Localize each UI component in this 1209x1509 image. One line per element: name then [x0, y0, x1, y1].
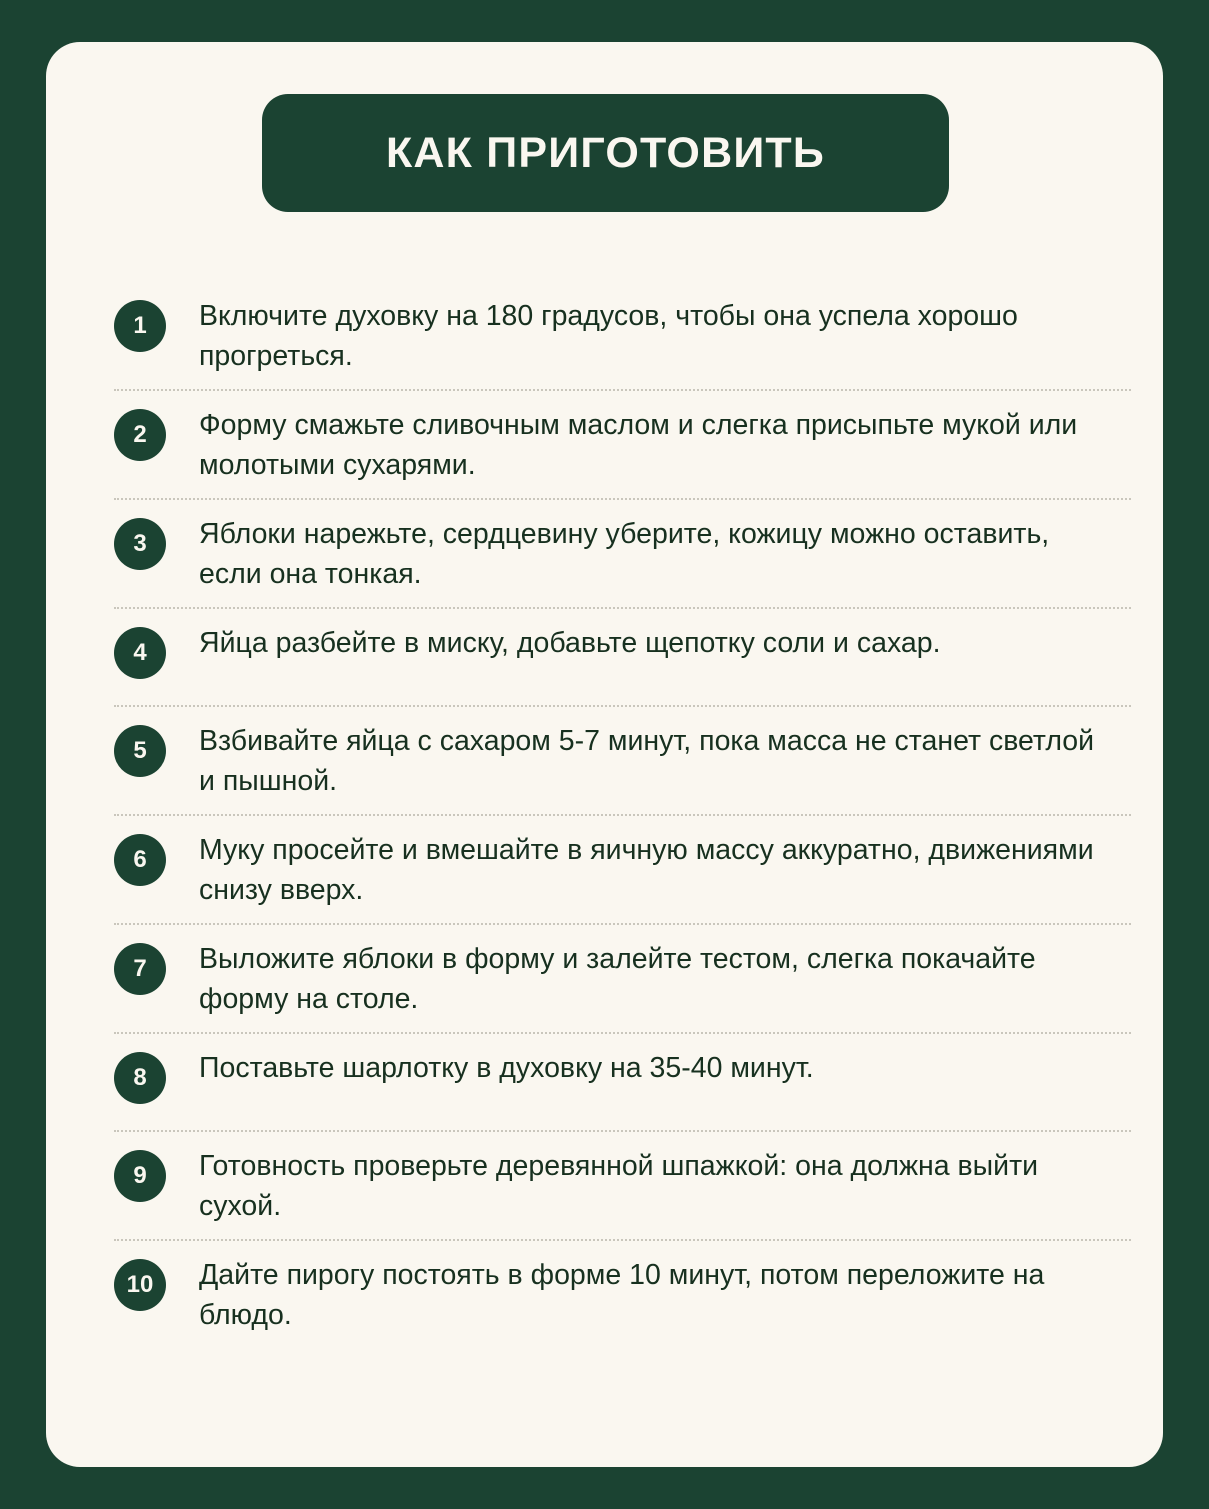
step-text: Муку просейте и вмешайте в яичную массу аккуратно, движениями снизу вверх.: [199, 833, 1094, 907]
step-number-badge: 7: [114, 943, 166, 995]
step-number-badge: 3: [114, 518, 166, 570]
step-text: Взбивайте яйца с сахаром 5-7 минут, пока масса не станет светлой и пышной.: [199, 724, 1095, 798]
list-item: [114, 498, 1131, 607]
step-text: Поставьте шарлотку в духовку на 35-40 минут.: [199, 1051, 814, 1084]
step-number-badge: 5: [114, 725, 166, 777]
step-number-badge: 9: [114, 1150, 166, 1202]
step-number-badge: 4: [114, 627, 166, 679]
step-number-badge: 8: [114, 1052, 166, 1104]
step-text: Готовность проверьте деревянной шпажкой: она должна выйти сухой.: [199, 1149, 1039, 1223]
step-number-badge: 2: [114, 409, 166, 461]
step-text: Включите духовку на 180 градусов, чтобы она успела хорошо прогреться.: [199, 300, 1018, 373]
step-text: Дайте пирогу постоять в форме 10 минут, потом переложите на блюдо.: [199, 1258, 1045, 1332]
steps-list: [46, 282, 1163, 1348]
title-banner: [262, 94, 949, 212]
list-item: [114, 1130, 1131, 1239]
list-item: [114, 389, 1131, 498]
step-text: Яблоки нарежьте, сердцевину уберите, кожицу можно оставить, если она тонкая.: [199, 517, 1050, 591]
step-number-badge: 6: [114, 834, 166, 886]
step-text: Форму смажьте сливочным маслом и слегка присыпьте мукой или молотыми сухарями.: [199, 408, 1078, 482]
recipe-card: [46, 42, 1163, 1467]
list-item: [114, 814, 1131, 923]
step-text: Выложите яблоки в форму и залейте тестом, слегка покачайте форму на столе.: [199, 942, 1036, 1016]
step-number-badge: 10: [114, 1259, 166, 1311]
list-item: [114, 1239, 1131, 1348]
list-item: [114, 282, 1131, 389]
list-item: [114, 923, 1131, 1032]
step-text: Яйца разбейте в миску, добавьте щепотку соли и сахар.: [199, 626, 941, 659]
list-item: [114, 1032, 1131, 1130]
page-title: КАК ПРИГОТОВИТЬ: [385, 128, 825, 177]
list-item: [114, 607, 1131, 705]
list-item: [114, 705, 1131, 814]
step-number-badge: 1: [114, 300, 166, 352]
